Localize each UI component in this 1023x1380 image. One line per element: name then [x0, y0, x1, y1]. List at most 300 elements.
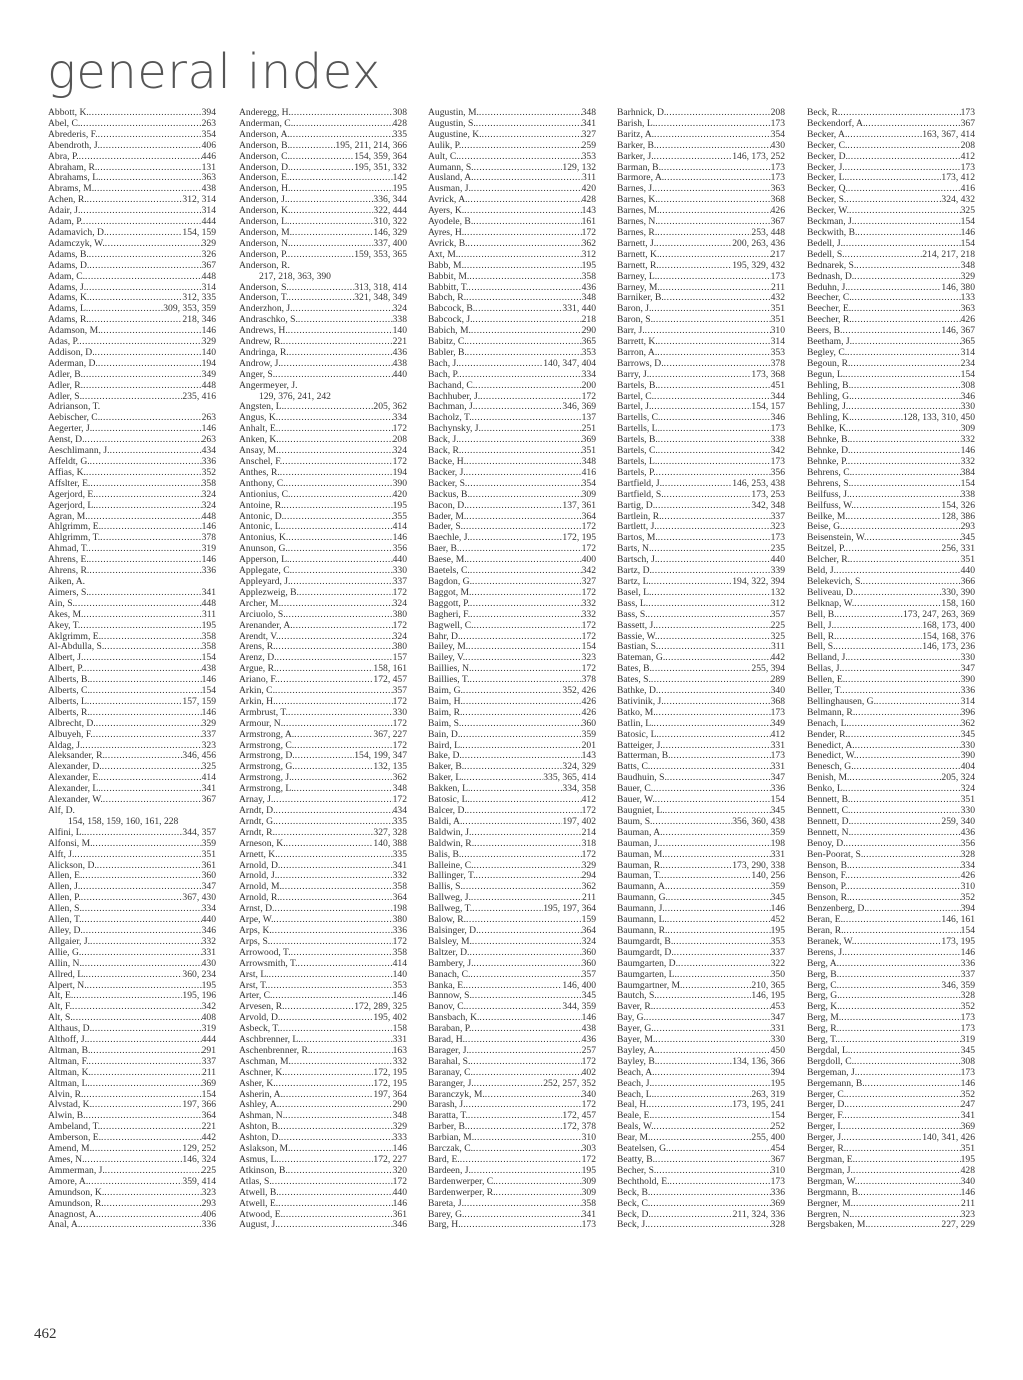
entry-name: Beckwith, B.: [807, 227, 858, 238]
index-entry: [428, 1210, 596, 1221]
entry-name: Bergmann, B.: [807, 1187, 861, 1198]
entry-pages: 146: [201, 707, 216, 718]
entry-pages: 146, 173, 236: [922, 642, 975, 653]
index-entry: [807, 915, 975, 926]
entry-name: Atwell, B.: [239, 1187, 279, 1198]
dot-leader: [299, 588, 393, 599]
index-entry: [617, 806, 785, 817]
index-entry: [239, 1111, 407, 1122]
entry-name: Barrett, K.: [617, 337, 658, 348]
entry-name: Ballweg, T.: [428, 904, 473, 915]
dot-leader: [73, 1013, 202, 1024]
entry-pages: 414: [392, 958, 407, 969]
entry-pages: 173, 253: [751, 489, 785, 500]
entry-pages: 195, 351, 332: [354, 162, 407, 173]
entry-name: Baillies, T.: [428, 675, 470, 686]
dot-leader: [657, 991, 752, 1002]
entry-pages: 342, 348: [751, 500, 785, 511]
index-entry: [48, 686, 216, 697]
entry-pages: 310, 322: [373, 217, 407, 228]
entry-pages: 426: [581, 696, 596, 707]
entry-name: Aeschlimann, J.: [48, 446, 110, 457]
entry-pages: 358: [392, 882, 407, 893]
entry-name: Adas, P.: [48, 337, 80, 348]
index-entry: [428, 566, 596, 577]
dot-leader: [468, 1111, 563, 1122]
entry-name: Barnett, K.: [617, 249, 660, 260]
entry-pages: 367, 227: [373, 729, 407, 740]
entry-name: Albert, P.: [48, 664, 84, 675]
entry-name: Barhnick, D.: [617, 108, 667, 118]
dot-leader: [290, 239, 373, 250]
entry-pages: 200: [581, 380, 596, 391]
dot-leader: [80, 119, 201, 130]
entry-pages: 434: [392, 806, 407, 816]
entry-name: Alpert, N.: [48, 980, 87, 991]
dot-leader: [651, 304, 770, 315]
dot-leader: [463, 686, 563, 697]
index-entry: [239, 566, 407, 577]
entry-name: Bartos, M.: [617, 533, 658, 544]
entry-pages: 329: [201, 718, 216, 729]
dot-leader: [462, 751, 582, 762]
entry-pages: 364: [201, 1111, 216, 1122]
entry-name: Bauer, W.: [617, 795, 655, 806]
index-entry: [428, 1199, 596, 1210]
dot-leader: [843, 915, 941, 926]
entry-pages: 367: [201, 795, 216, 806]
entry-pages: 363: [960, 304, 975, 315]
dot-leader: [80, 206, 201, 217]
index-entry: [807, 195, 975, 206]
entry-pages: 195: [201, 620, 216, 631]
entry-pages: 146: [201, 675, 216, 686]
index-column: [239, 108, 407, 1231]
dot-leader: [88, 1177, 182, 1188]
dot-leader: [474, 1133, 582, 1144]
entry-pages: 448: [201, 271, 216, 282]
index-entry: [807, 359, 975, 370]
entry-name: Allred, L.: [48, 969, 86, 980]
entry-pages: 154, 359, 364: [354, 151, 407, 162]
index-entry: [48, 512, 216, 523]
index-entry: [239, 632, 407, 643]
entry-name: Aschman, M.: [239, 1056, 291, 1067]
entry-pages: 172: [581, 664, 596, 675]
entry-pages: 263: [201, 435, 216, 446]
index-entry: [48, 1111, 216, 1122]
dot-leader: [277, 871, 393, 882]
entry-pages: 346, 369: [562, 402, 596, 413]
entry-name: Baratta, T.: [428, 1111, 468, 1122]
entry-pages: 309: [960, 424, 975, 435]
dot-leader: [278, 1199, 392, 1210]
entry-pages: 358: [581, 271, 596, 282]
entry-name: Beetham, J.: [807, 337, 853, 348]
index-entry: [617, 130, 785, 141]
entry-pages: 342: [581, 566, 596, 577]
dot-leader: [279, 1188, 393, 1199]
entry-name: Bay, G.: [617, 1013, 646, 1024]
dot-leader: [89, 588, 202, 599]
dot-leader: [462, 708, 581, 719]
entry-name: Benson, R.: [807, 893, 850, 904]
entry-name: Baim, S.: [428, 718, 462, 729]
dot-leader: [471, 1166, 582, 1177]
dot-leader: [459, 544, 581, 555]
entry-name: Anderson, E.: [239, 173, 290, 184]
index-entry: [617, 795, 785, 806]
entry-pages: 361: [392, 1209, 407, 1220]
entry-pages: 173, 412: [941, 173, 975, 184]
dot-leader: [852, 392, 961, 403]
dot-leader: [656, 708, 771, 719]
entry-pages: 173: [770, 457, 785, 467]
dot-leader: [670, 1177, 771, 1188]
index-entry: [48, 283, 216, 294]
entry-name: Anthony, C.: [239, 478, 286, 489]
index-entry: [807, 806, 975, 817]
index-entry: [48, 446, 216, 457]
entry-name: Ballweg, J.: [428, 893, 471, 904]
entry-name: Bastian, S.: [617, 642, 659, 653]
index-entry: [48, 610, 216, 621]
entry-pages: 349: [770, 718, 785, 729]
entry-pages: 329: [581, 860, 596, 871]
index-entry: [428, 402, 596, 413]
entry-pages: 195: [960, 1155, 975, 1165]
entry-pages: 442: [770, 653, 785, 664]
entry-name: Bach, J.: [428, 358, 459, 369]
dot-leader: [87, 195, 183, 206]
dot-leader: [295, 762, 374, 773]
index-entry: [428, 261, 596, 272]
entry-pages: 172: [581, 587, 596, 598]
index-entry: [807, 850, 975, 861]
index-entry: [807, 970, 975, 981]
index-entry: [428, 490, 596, 501]
entry-name: Anderson, R.: [239, 260, 290, 271]
entry-name: Anderson, T.: [239, 293, 289, 304]
dot-leader: [93, 730, 202, 741]
entry-pages: 208: [770, 108, 785, 118]
index-entry: [428, 1155, 596, 1166]
entry-pages: 319: [201, 1024, 216, 1035]
entry-pages: 335: [392, 129, 407, 140]
entry-name: Ausman, J.: [428, 184, 471, 195]
dot-leader: [292, 773, 393, 784]
index-entry: [48, 675, 216, 686]
dot-leader: [475, 381, 581, 392]
entry-name: Baudhuin, S.: [617, 773, 667, 784]
entry-name: Belknap, W.: [807, 598, 855, 609]
entry-pages: 129, 132: [562, 162, 596, 173]
entry-name: Becher, S.: [617, 1165, 657, 1176]
entry-pages: 197, 366: [182, 1100, 216, 1111]
dot-leader: [658, 217, 771, 228]
dot-leader: [845, 784, 961, 795]
entry-name: Bard, E.: [428, 1155, 460, 1165]
index-entry: [48, 1035, 216, 1046]
entry-pages: 314: [770, 337, 785, 348]
entry-name: Adams, R.: [48, 315, 89, 326]
dot-leader: [839, 1024, 961, 1035]
dot-leader: [110, 446, 202, 457]
entry-name: Barnes, M.: [617, 206, 660, 217]
index-entry: [428, 304, 596, 315]
entry-pages: 154: [201, 1089, 216, 1100]
entry-name: Ariano, F.: [239, 675, 278, 686]
index-entry: [428, 315, 596, 326]
entry-pages: 378: [770, 358, 785, 369]
entry-name: Baltzer, D.: [428, 947, 470, 958]
entry-name: Adams, D.: [48, 260, 90, 271]
dot-leader: [105, 239, 202, 250]
index-entry: [48, 1166, 216, 1177]
entry-name: Begun, L.: [807, 369, 846, 380]
dot-leader: [656, 141, 770, 152]
index-entry: [807, 1155, 975, 1166]
entry-pages: 172, 195: [562, 533, 596, 544]
entry-name: Bergdoll, C.: [807, 1056, 854, 1067]
entry-name: Beers, B.: [807, 326, 843, 337]
dot-leader: [467, 479, 581, 490]
dot-leader: [855, 741, 961, 752]
index-entry: [239, 937, 407, 948]
entry-name: Behnke, B.: [807, 435, 850, 446]
dot-leader: [664, 359, 771, 370]
dot-leader: [89, 1057, 202, 1068]
entry-name: Barnett, R.: [617, 260, 659, 271]
entry-pages: 331: [770, 1024, 785, 1035]
entry-pages: 140, 341, 426: [922, 1133, 975, 1144]
entry-pages: 328: [960, 991, 975, 1002]
index-entry: [48, 599, 216, 610]
index-entry: [807, 653, 975, 664]
dot-leader: [472, 937, 582, 948]
index-entry: [239, 784, 407, 795]
entry-pages: 205, 362: [373, 402, 407, 413]
dot-leader: [465, 1035, 582, 1046]
entry-pages: 131: [201, 162, 216, 173]
entry-pages: 255, 400: [751, 1133, 785, 1144]
entry-name: Arndt, G.: [239, 816, 276, 827]
index-entry: [617, 741, 785, 752]
index-entry: [617, 348, 785, 359]
dot-leader: [836, 642, 923, 653]
index-entry: [428, 708, 596, 719]
dot-leader: [847, 141, 960, 152]
entry-name: Bauman, R.: [617, 860, 663, 871]
entry-pages: 357: [392, 686, 407, 697]
entry-name: Baranger, J.: [428, 1078, 474, 1089]
entry-pages: 310: [581, 1133, 596, 1144]
dot-leader: [289, 217, 373, 228]
entry-name: Bachhuber, J.: [428, 391, 481, 402]
entry-name: Althoff, J.: [48, 1035, 87, 1046]
entry-name: Abra, P.: [48, 151, 79, 162]
dot-leader: [657, 1046, 770, 1057]
index-entry: [48, 697, 216, 708]
index-entry: [239, 468, 407, 479]
entry-name: Aiken, A.: [48, 576, 86, 587]
index-entry: [617, 326, 785, 337]
index-entry: [807, 981, 975, 992]
index-entry: [239, 163, 407, 174]
dot-leader: [464, 773, 544, 784]
entry-name: Berg, B.: [807, 969, 840, 980]
entry-pages: 352: [201, 467, 216, 478]
dot-leader: [667, 926, 770, 937]
dot-leader: [269, 970, 393, 981]
index-entry: [239, 751, 407, 762]
entry-pages: 311: [581, 173, 596, 184]
entry-pages: 158, 161: [373, 664, 407, 675]
entry-pages: 194: [392, 467, 407, 478]
entry-pages: 336: [201, 1220, 216, 1231]
entry-pages: 412: [770, 729, 785, 740]
dot-leader: [285, 1111, 393, 1122]
dot-leader: [855, 708, 960, 719]
entry-pages: 324: [581, 936, 596, 947]
index-entry: [428, 686, 596, 697]
entry-name: Aenst, D.: [48, 435, 85, 446]
index-entry: [617, 632, 785, 643]
dot-leader: [848, 184, 961, 195]
entry-name: Bell, B.: [807, 609, 837, 620]
dot-leader: [276, 817, 393, 828]
dot-leader: [460, 1155, 582, 1166]
entry-name: Baechle, J.: [428, 533, 470, 544]
dot-leader: [849, 490, 960, 501]
entry-name: Bartfield, J.: [617, 478, 663, 489]
dot-leader: [851, 817, 941, 828]
entry-name: Baer, B.: [428, 544, 460, 555]
entry-pages: 154: [770, 795, 785, 806]
entry-pages: 329: [960, 271, 975, 282]
index-entry: [239, 882, 407, 893]
dot-leader: [655, 1155, 771, 1166]
entry-name: Adams, B.: [48, 249, 89, 260]
dot-leader: [846, 1090, 960, 1101]
entry-name: Angus, K.: [239, 413, 279, 424]
index-entry: [617, 926, 785, 937]
index-entry: [239, 1188, 407, 1199]
dot-leader: [849, 861, 960, 872]
entry-name: Affias, K.: [48, 467, 86, 478]
dot-leader: [653, 784, 770, 795]
entry-pages: 293: [201, 1198, 216, 1209]
dot-leader: [92, 1100, 182, 1111]
entry-name: Berg, K.: [807, 1002, 840, 1013]
index-entry: [428, 719, 596, 730]
entry-name: Belekevich, S.: [807, 576, 863, 587]
dot-leader: [105, 1166, 202, 1177]
index-entry: [807, 1079, 975, 1090]
index-entry: [239, 893, 407, 904]
dot-leader: [469, 1046, 582, 1057]
dot-leader: [480, 392, 582, 403]
dot-leader: [667, 882, 770, 893]
index-entry: [239, 1155, 407, 1166]
index-entry: [428, 468, 596, 479]
index-entry: [48, 926, 216, 937]
dot-leader: [284, 512, 393, 523]
index-entry: [428, 250, 596, 261]
index-entry-continuation: [239, 392, 407, 403]
entry-pages: 158: [392, 1024, 407, 1035]
entry-pages: 380: [392, 642, 407, 653]
index-entry: [239, 1166, 407, 1177]
entry-name: Ain, S.: [48, 598, 75, 609]
entry-name: Baumann, L.: [617, 915, 667, 926]
dot-leader: [461, 446, 581, 457]
entry-name: Berg, C.: [807, 980, 840, 991]
entry-name: Antonic, L.: [239, 522, 283, 533]
index-entry: [239, 1035, 407, 1046]
entry-name: Alvin, R.: [48, 1089, 84, 1100]
entry-name: Berg, M.: [807, 1013, 842, 1024]
entry-pages: 159: [581, 915, 596, 926]
entry-pages: 378: [201, 533, 216, 544]
entry-name: Anderson, C.: [239, 151, 290, 162]
dot-leader: [280, 1013, 373, 1024]
entry-name: Beilfuss, W.: [807, 500, 854, 511]
dot-leader: [96, 719, 202, 730]
index-entry: [239, 555, 407, 566]
index-entry: [48, 719, 216, 730]
index-entry: [807, 1013, 975, 1024]
index-entry: [48, 970, 216, 981]
index-entry: [48, 348, 216, 359]
dot-leader: [655, 501, 751, 512]
index-entry: [239, 806, 407, 817]
index-entry: [428, 795, 596, 806]
index-entry: [428, 381, 596, 392]
entry-pages: 146: [201, 522, 216, 533]
index-entry: [428, 577, 596, 588]
entry-pages: 351: [960, 1144, 975, 1155]
entry-pages: 211: [201, 1067, 216, 1078]
entry-name: Bacholz, T.: [428, 413, 472, 424]
dot-leader: [648, 1220, 771, 1231]
index-entry: [239, 708, 407, 719]
entry-name: Avrick, A.: [428, 195, 468, 206]
entry-pages: 362: [581, 882, 596, 893]
entry-name: Beach, L.: [617, 1089, 655, 1100]
entry-name: Beecher, E.: [807, 304, 852, 315]
index-entry: [807, 381, 975, 392]
entry-pages: 454: [770, 1144, 785, 1155]
entry-name: Anthes, R.: [239, 467, 280, 478]
entry-name: Bateman, G.: [617, 653, 666, 664]
entry-name: Becker, L.: [807, 173, 847, 184]
entry-pages: 140, 347, 404: [543, 358, 596, 369]
dot-leader: [470, 970, 581, 981]
entry-pages: 143: [581, 206, 596, 217]
entry-name: Berger, D.: [807, 1100, 847, 1111]
index-entry: [617, 217, 785, 228]
entry-pages: 312: [581, 249, 596, 260]
entry-name: Beller, T.: [807, 686, 843, 697]
dot-leader: [474, 1079, 544, 1090]
entry-pages: 368: [770, 696, 785, 707]
entry-pages: 146, 380: [941, 282, 975, 293]
entry-name: Aslakson, M.: [239, 1144, 291, 1155]
dot-leader: [654, 130, 771, 141]
entry-name: Barniker, B.: [617, 293, 664, 304]
entry-name: Beecher, R.: [807, 315, 852, 326]
